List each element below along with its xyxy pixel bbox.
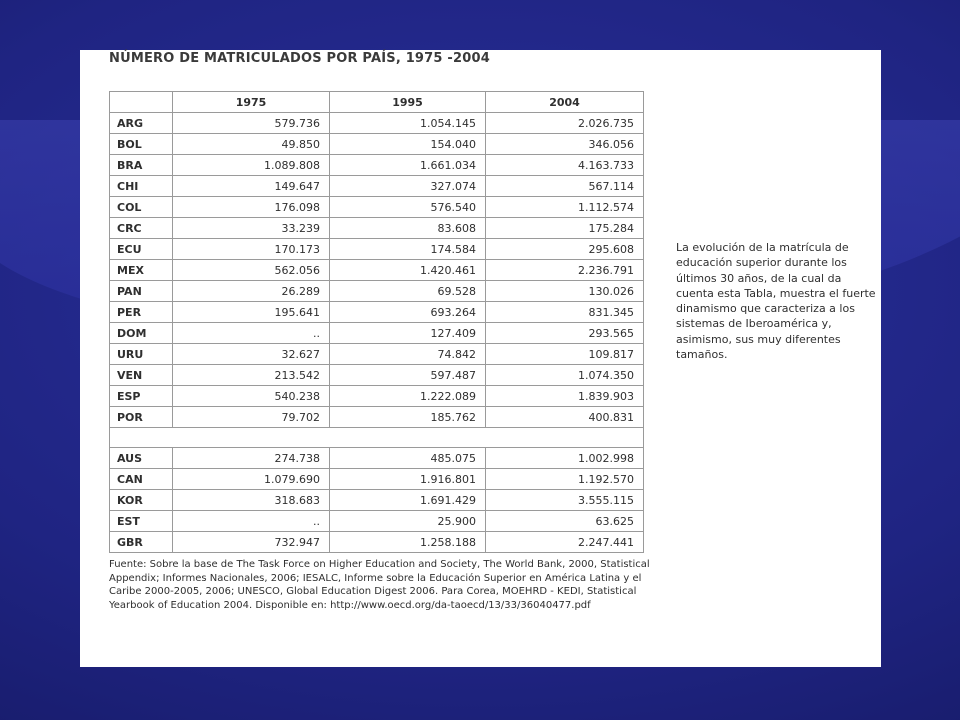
value-cell: 2.236.791 (486, 260, 644, 281)
value-cell: 49.850 (173, 134, 330, 155)
value-cell: 79.702 (173, 407, 330, 428)
value-cell: 4.163.733 (486, 155, 644, 176)
table-row (110, 323, 644, 344)
country-cell: KOR (110, 490, 173, 511)
value-cell: 274.738 (173, 448, 330, 469)
country-cell: PAN (110, 281, 173, 302)
table-row (110, 113, 644, 134)
country-cell: BRA (110, 155, 173, 176)
value-cell: 1.074.350 (486, 365, 644, 386)
value-cell: 1.112.574 (486, 197, 644, 218)
table-row (110, 281, 644, 302)
value-cell: 3.555.115 (486, 490, 644, 511)
value-cell: 1.420.461 (330, 260, 486, 281)
table-row (110, 365, 644, 386)
source-note: Fuente: Sobre la base de The Task Force on Higher Education and Society, The World Bank, 2000, Statistical Appendix; Informes Nacionales, 2006; IESALC, Informe sobre la Educación Superior en América Latina y el Caribe 2000-2005, 2006; UNESCO, Global Education Digest 2006. Para Corea, MOEHRD - KEDI, Statistical Yearbook of Education 2004. Disponible en: http://www.oecd.org/da-taoecd/13/33/36040477.pdf (109, 559, 650, 611)
country-cell: PER (110, 302, 173, 323)
value-cell: 1.222.089 (330, 386, 486, 407)
value-cell: 732.947 (173, 532, 330, 553)
commentary-text: La evolución de la matrícula de educación superior durante los últimos 30 años, de la cual da cuenta esta Tabla, muestra el fuerte dinamismo que caracteriza a los sistemas de Iberoamérica y, asimismo, sus muy diferentes tamaños. (676, 241, 876, 362)
value-cell: 318.683 (173, 490, 330, 511)
country-cell: GBR (110, 532, 173, 553)
value-cell: 597.487 (330, 365, 486, 386)
value-cell: 295.608 (486, 239, 644, 260)
value-cell: 74.842 (330, 344, 486, 365)
country-cell: ARG (110, 113, 173, 134)
country-cell: MEX (110, 260, 173, 281)
table-header-row (110, 92, 644, 113)
value-cell: 540.238 (173, 386, 330, 407)
country-cell: BOL (110, 134, 173, 155)
value-cell: 130.026 (486, 281, 644, 302)
header-country (110, 92, 173, 113)
value-cell: 1.192.570 (486, 469, 644, 490)
enrollment-table (109, 91, 644, 553)
value-cell: 83.608 (330, 218, 486, 239)
table-row (110, 155, 644, 176)
value-cell: 831.345 (486, 302, 644, 323)
country-cell: EST (110, 511, 173, 532)
value-cell: 2.247.441 (486, 532, 644, 553)
table-row (110, 260, 644, 281)
country-cell: CHI (110, 176, 173, 197)
value-cell: 346.056 (486, 134, 644, 155)
value-cell: 25.900 (330, 511, 486, 532)
value-cell: 400.831 (486, 407, 644, 428)
separator-row (110, 428, 644, 448)
slide-content (80, 50, 881, 667)
table-row (110, 176, 644, 197)
country-cell: COL (110, 197, 173, 218)
table-body-other (110, 448, 644, 553)
table-row (110, 407, 644, 428)
table-row (110, 134, 644, 155)
table-row (110, 386, 644, 407)
country-cell: ESP (110, 386, 173, 407)
country-cell: DOM (110, 323, 173, 344)
value-cell: 127.409 (330, 323, 486, 344)
value-cell: 327.074 (330, 176, 486, 197)
value-cell: 576.540 (330, 197, 486, 218)
table-title: NÚMERO DE MATRICULADOS POR PAÍS, 1975 -2004 (109, 51, 490, 66)
country-cell: URU (110, 344, 173, 365)
table-row (110, 511, 644, 532)
value-cell: 213.542 (173, 365, 330, 386)
table-row (110, 490, 644, 511)
value-cell: 1.089.808 (173, 155, 330, 176)
country-cell: POR (110, 407, 173, 428)
value-cell: 562.056 (173, 260, 330, 281)
value-cell: 175.284 (486, 218, 644, 239)
value-cell: 1.661.034 (330, 155, 486, 176)
country-cell: ECU (110, 239, 173, 260)
country-cell: CRC (110, 218, 173, 239)
table-row (110, 448, 644, 469)
value-cell: 174.584 (330, 239, 486, 260)
value-cell: 2.026.735 (486, 113, 644, 134)
value-cell: .. (173, 511, 330, 532)
value-cell: 1.054.145 (330, 113, 486, 134)
value-cell: 63.625 (486, 511, 644, 532)
header-2004: 2004 (486, 92, 644, 113)
value-cell: 1.691.429 (330, 490, 486, 511)
value-cell: 26.289 (173, 281, 330, 302)
value-cell: 1.002.998 (486, 448, 644, 469)
value-cell: 485.075 (330, 448, 486, 469)
value-cell: 1.079.690 (173, 469, 330, 490)
value-cell: 1.839.903 (486, 386, 644, 407)
value-cell: 33.239 (173, 218, 330, 239)
value-cell: 170.173 (173, 239, 330, 260)
value-cell: .. (173, 323, 330, 344)
table-row (110, 532, 644, 553)
value-cell: 293.565 (486, 323, 644, 344)
table-row (110, 197, 644, 218)
value-cell: 1.916.801 (330, 469, 486, 490)
table-row (110, 239, 644, 260)
table-row (110, 302, 644, 323)
value-cell: 185.762 (330, 407, 486, 428)
value-cell: 32.627 (173, 344, 330, 365)
country-cell: CAN (110, 469, 173, 490)
table-body-iberoamerica (110, 113, 644, 428)
table-row (110, 469, 644, 490)
value-cell: 195.641 (173, 302, 330, 323)
value-cell: 149.647 (173, 176, 330, 197)
header-1995: 1995 (330, 92, 486, 113)
table-row (110, 218, 644, 239)
value-cell: 579.736 (173, 113, 330, 134)
table-row (110, 344, 644, 365)
value-cell: 154.040 (330, 134, 486, 155)
value-cell: 693.264 (330, 302, 486, 323)
table-separator (110, 428, 644, 448)
header-1975: 1975 (173, 92, 330, 113)
value-cell: 176.098 (173, 197, 330, 218)
value-cell: 1.258.188 (330, 532, 486, 553)
value-cell: 109.817 (486, 344, 644, 365)
value-cell: 69.528 (330, 281, 486, 302)
value-cell: 567.114 (486, 176, 644, 197)
country-cell: VEN (110, 365, 173, 386)
country-cell: AUS (110, 448, 173, 469)
